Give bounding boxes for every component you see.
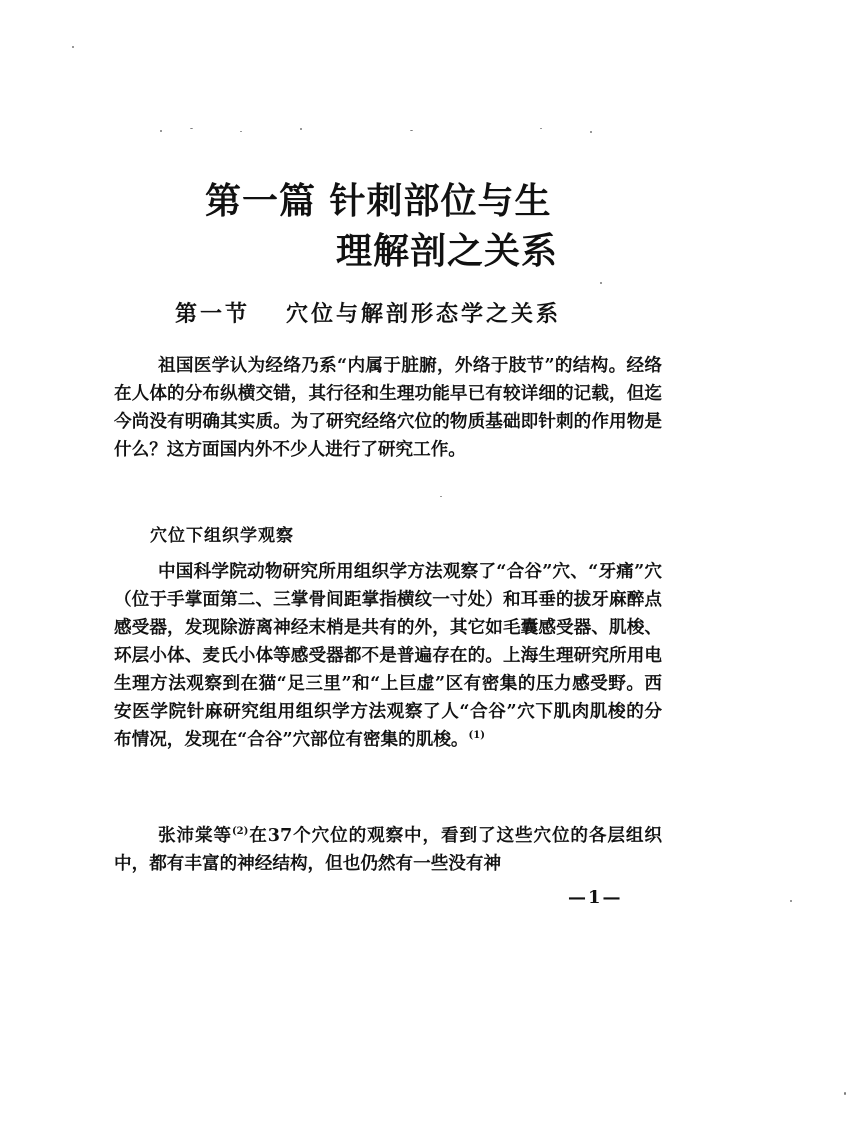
scan-speck [790, 900, 792, 902]
chapter-title-line-1: 第一篇 针刺部位与生 [205, 180, 552, 222]
scan-speck [410, 130, 413, 131]
reference-mark-1: (1) [468, 730, 485, 742]
scan-speck [540, 128, 542, 129]
scan-speck [440, 496, 442, 497]
paragraph-3-lead: 张沛棠等 [158, 825, 232, 846]
scan-speck [844, 1092, 846, 1095]
paragraph-3-text: 在37个穴位的观察中，看到了这些穴位的各层组织中，都有丰富的神经结构，但也仍然有一些没有神 [114, 825, 662, 874]
scan-speck [600, 282, 602, 284]
paragraph-1: 祖国医学认为经络乃系“内属于脏腑，外络于肢节”的结构。经络在人体的分布纵横交错，其行径和生理功能早已有较详细的记载，但迄今尚没有明确其实质。为了研究经络穴位的物质基础即针刺的作用物是什么？这方面国内外不少人进行了研究工作。 [114, 355, 662, 460]
subheading-histology: 穴位下组织学观察 [150, 526, 294, 546]
section-heading: 穴位与解剖形态学之关系 [286, 301, 562, 327]
paragraph-3 [114, 822, 662, 878]
paragraph-2 [114, 558, 662, 754]
scan-speck [590, 131, 592, 133]
paragraph-2-text: 中国科学院动物研究所用组织学方法观察了“合谷”穴、“牙痛”穴（位于手掌面第二、三掌骨间距掌指横纹一寸处）和耳垂的拔牙麻醉点感受器，发现除游离神经末梢是共有的外，其它如毛囊感受器、肌梭、环层小体、麦氏小体等感受器都不是普遍存在的。上海生理研究所用电生理方法观察到在猫“足三里”和“上巨虚”区有密集的压力感受野。西安医学院针麻研究组用组织学方法观察了人“合谷”穴下肌肉肌梭的分布情况，发现在“合谷”穴部位有密集的肌梭。 [114, 561, 662, 750]
scan-speck [240, 131, 242, 132]
page-number: —1— [568, 887, 623, 908]
section-title [175, 297, 561, 328]
scan-speck [160, 130, 162, 132]
section-number: 第一节 [175, 301, 251, 327]
scan-speck [190, 128, 193, 129]
scan-speck [300, 128, 302, 130]
chapter-title-line-2: 理解剖之关系 [336, 230, 559, 272]
reference-mark-2: (2) [231, 826, 249, 838]
scan-speck [72, 46, 74, 48]
